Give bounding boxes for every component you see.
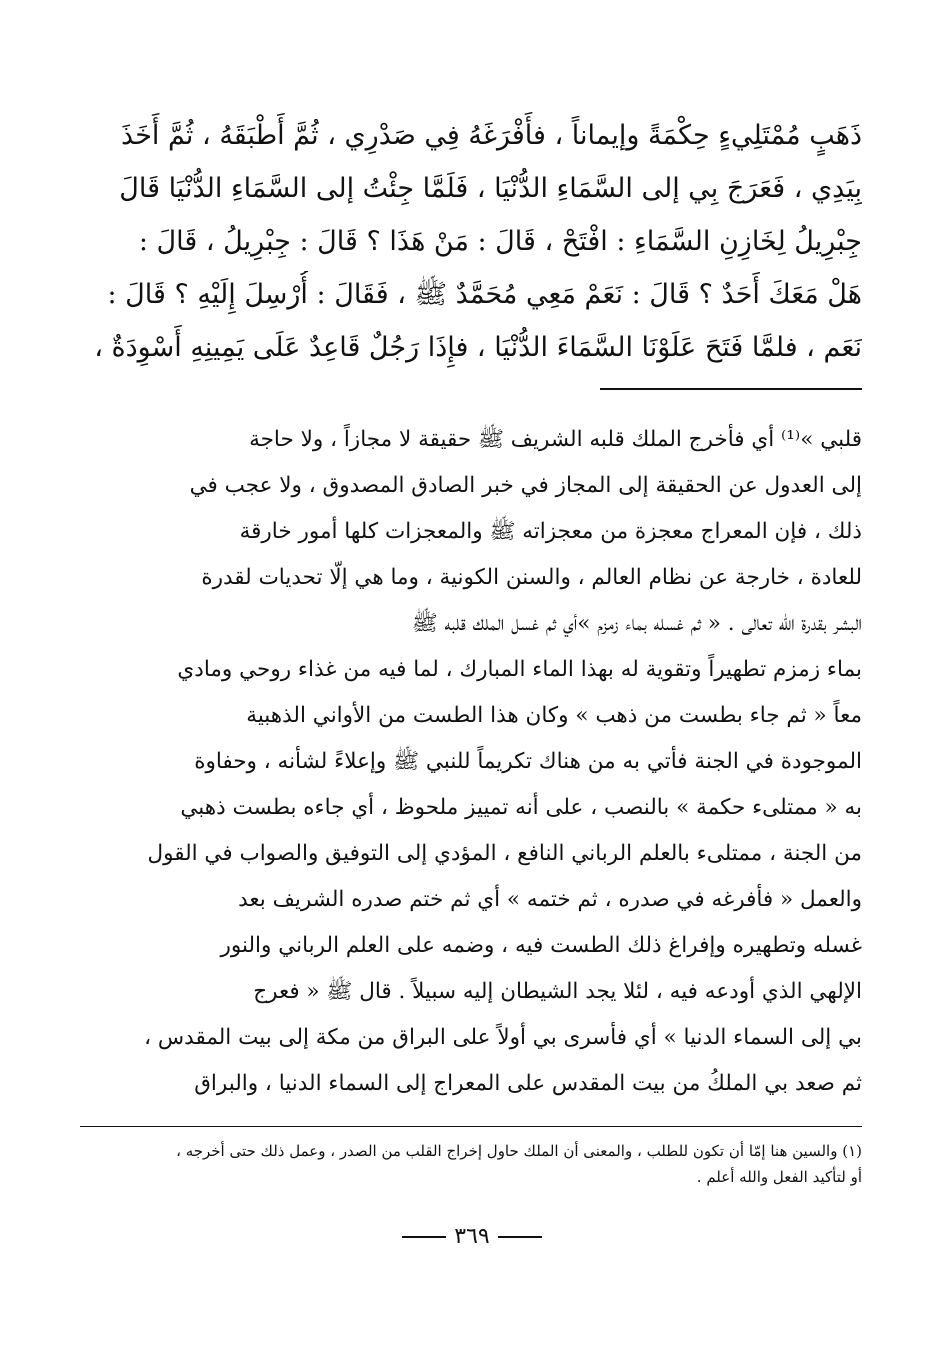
section-divider [600,388,862,390]
commentary-line: ذلك ، فإن المعراج معجزة من معجزاته ﷺ والمعجزات كلها أمور خارقة [239,519,862,544]
hadith-line: هَلْ مَعَكَ أَحَدٌ ؟ قَالَ : نَعَمْ مَعِي مُحَمَّدٌ ﷺ ، فَقَالَ : أُرْسِلَ إِلَيْهِ ؟ قَالَ : [107,279,862,310]
commentary-line: قلبي »⁽¹⁾ أي فأخرج الملك قلبه الشريف ﷺ حقيقة لا مجازاً ، ولا حاجة [249,427,862,452]
commentary-line: من الجنة ، ممتلىء بالعلم الرباني النافع ، المؤدي إلى التوفيق والصواب في القول [147,841,862,866]
page-number-dash [498,1236,542,1238]
page-number [0,1222,944,1252]
page-number-text: ٣٦٩ [454,1224,490,1249]
commentary-line: بي إلى السماء الدنيا » أي فأسرى بي أولاً على البراق من مكة إلى بيت المقدس ، [144,1025,862,1050]
commentary-line: البشر بقدرة الله تعالى . « ثم غسله بماء زمزم »أي ثم غسل الملك قلبه ﷺ [411,611,862,636]
commentary-line: غسله وتطهيره وإفراغ ذلك الطست فيه ، وضمه على العلم الرباني والنور [220,933,862,958]
commentary-line: معاً « ثم جاء بطست من ذهب » وكان هذا الطست من الأواني الذهبية [246,703,862,728]
hadith-line: ذَهَبٍ مُمْتَلِيءٍ حِكْمَةً وإيماناً ، فأَفْرَغَهُ فِي صَدْرِي ، ثُمَّ أَطْبَقَهُ ، ثُمَّ أَخَذَ [121,120,862,151]
commentary-line: بماء زمزم تطهيراً وتقوية له بهذا الماء المبارك ، لما فيه من غذاء روحي ومادي [177,657,862,682]
commentary-line: إلى العدول عن الحقيقة إلى المجاز في خبر الصادق المصدوق ، ولا عجب في [189,473,862,498]
commentary-line: به « ممتلىء حكمة » بالنصب ، على أنه تمييز ملحوظ ، أي جاءه بطست ذهبي [180,795,862,820]
commentary-line: ثم صعد بي الملكُ من بيت المقدس على المعراج إلى السماء الدنيا ، والبراق [194,1071,862,1096]
commentary-line: والعمل « فأفرغه في صدره ، ثم ختمه » أي ثم ختم صدره الشريف بعد [238,887,862,912]
footnote-divider [80,1126,862,1127]
commentary-line: للعادة ، خارجة عن نظام العالم ، والسنن الكونية ، وما هي إلّا تحديات لقدرة [201,565,862,590]
footnote-line: أو لتأكيد الفعل والله أعلم . [696,1168,862,1186]
footnote-line: (١) والسين هنا إمّا أن تكون للطلب ، والمعنى أن الملك حاول إخراج القلب من الصدر ، وعمل ذلك حتى أخرجه ، [176,1142,862,1160]
page-number-dash [402,1236,446,1238]
commentary-line: الموجودة في الجنة فأتي به من هناك تكريماً للنبي ﷺ وإعلاءً لشأنه ، وحفاوة [194,749,862,774]
hadith-line: جِبْرِيلُ لِخَازِنِ السَّمَاءِ : افْتَحْ ، قَالَ : مَنْ هَذَا ؟ قَالَ : جِبْرِيلُ ، قَالَ : [138,226,862,257]
hadith-line: بِيَدِي ، فَعَرَجَ بِي إلى السَّمَاءِ الدُّنْيَا ، فَلَمَّا جِئْتُ إلى السَّمَاءِ الدُّنْيَا قَالَ [119,173,862,204]
commentary-line: الإلهي الذي أودعه فيه ، لئلا يجد الشيطان إليه سبيلاً . قال ﷺ « فعرج [253,979,862,1004]
hadith-line: نَعَم ، فلمَّا فَتَحَ عَلَوْنَا السَّمَاءَ الدُّنْيَا ، فإِذَا رَجُلٌ قَاعِدٌ عَلَى يَمِينِهِ أَسْوِدَةٌ ، [94,332,862,363]
